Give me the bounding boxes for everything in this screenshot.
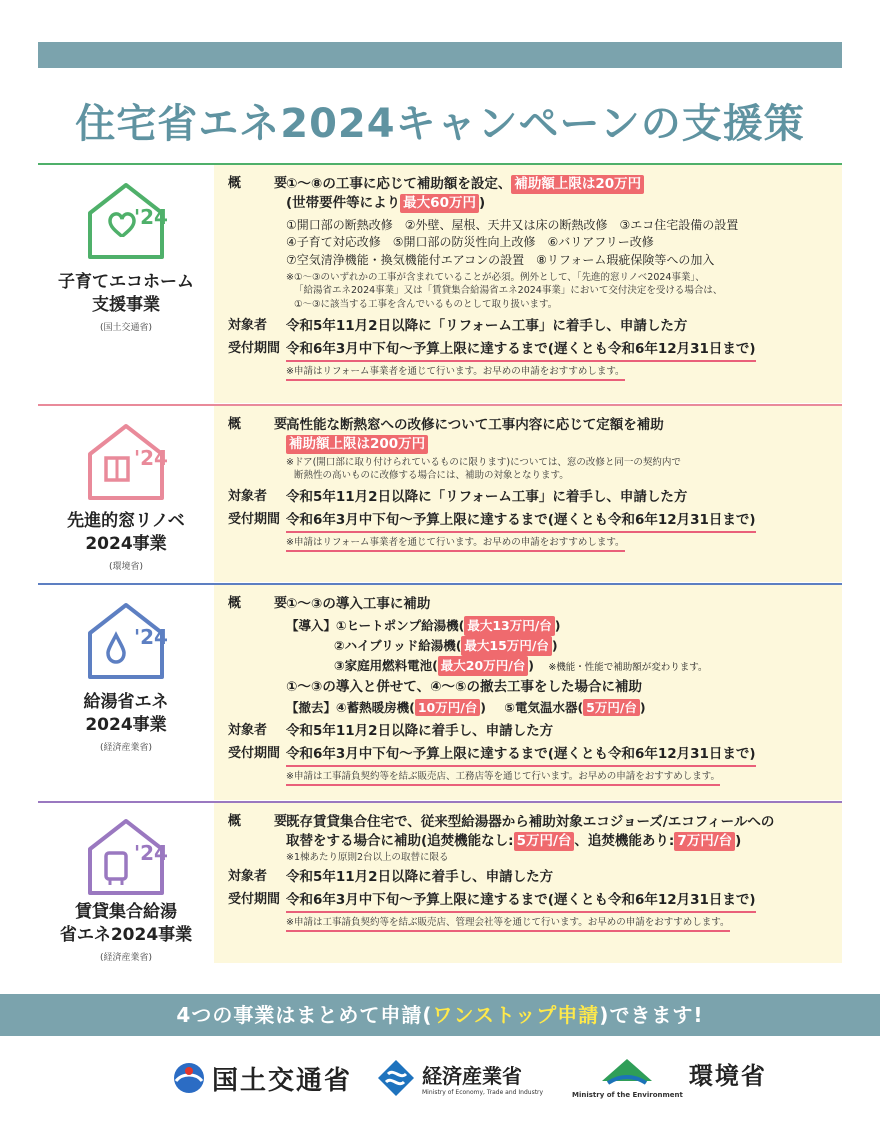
note-line: ※1棟あたり原則2台以上の取替に限る: [286, 851, 449, 863]
mlit-logo: [172, 1048, 352, 1108]
env-name: 環境省: [688, 1061, 767, 1090]
heart-house-icon: [78, 175, 174, 263]
label-period: 受付期間: [228, 746, 281, 762]
target-text: 令和5年11月2日以降に着手し、申請した方: [286, 723, 554, 740]
overview-text: 高性能な断熱窓への改修について工事内容に応じて定額を補助 補助額上限は200万円: [286, 417, 664, 452]
section-label: [38, 406, 214, 582]
meti-logo: [376, 1048, 543, 1108]
label-overview: 概 要: [228, 814, 298, 829]
section-details: [214, 803, 842, 963]
page-title: 住宅省エネ2024キャンペーンの支援策: [75, 101, 805, 147]
section-label: [38, 803, 214, 963]
overview-text: ①〜⑧の工事に応じて補助額を設定、 補助額上限は20万円 (世帯要件等により 最大60万円 ): [286, 175, 834, 213]
ministry-label: (経済産業省): [99, 742, 153, 753]
one-stop-highlight: ワンストップ申請: [432, 1003, 600, 1027]
program-name: 賃貸集合給湯 省エネ2024事業: [59, 902, 193, 945]
program-name: 子育てエコホーム 支援事業: [58, 272, 194, 315]
label-target: 対象者: [228, 317, 268, 333]
icon-year-label: '24: [134, 205, 168, 229]
label-overview: 概 要: [228, 596, 298, 611]
top-decorative-bar: [38, 42, 842, 68]
section-label: [38, 165, 214, 403]
highlight-amount: 最大15万円/台: [461, 636, 551, 656]
icon-year-label: '24: [134, 625, 168, 649]
period-text: 令和6年3月中下旬〜予算上限に達するまで(遅くとも令和6年12月31日まで): [286, 511, 756, 533]
label-target: 対象者: [228, 489, 268, 505]
water-drop-house-icon: [78, 595, 174, 683]
highlight-amount: 10万円/台: [415, 699, 480, 717]
ministry-label: (環境省): [108, 561, 144, 572]
highlight-max-amount-60: 最大60万円: [400, 194, 479, 213]
label-period: 受付期間: [228, 512, 281, 528]
highlight-max-amount: 補助額上限は20万円: [511, 175, 644, 194]
note-line: ※①〜③のいずれかの工事が含まれていることが必須。例外として、「先進的窓リノベ2024事業」、: [286, 271, 705, 283]
note-line: ※機能・性能で補助額が変わります。: [548, 661, 708, 673]
env-logo: [572, 1048, 767, 1108]
period-text: 令和6年3月中下旬〜予算上限に達するまで(遅くとも令和6年12月31日まで): [286, 891, 756, 913]
highlight-amount: 最大20万円/台: [438, 656, 528, 676]
section-details: [214, 406, 842, 582]
install-list: 【導入】①ヒートポンプ給湯機( 最大13万円/台 ) ②ハイブリッド給湯機( 最大15万円/台 ) ③家庭用燃料電池( 最大20万円/台 ) ※機能・性能で補助額が変わります。: [286, 616, 834, 676]
period-text: 令和6年3月中下旬〜予算上限に達するまで(遅くとも令和6年12月31日まで): [286, 340, 756, 362]
env-english-name: Ministry of the Environment: [572, 1091, 683, 1099]
meti-english-name: Ministry of Economy, Trade and Industry: [422, 1089, 544, 1096]
icon-year-label: '24: [134, 841, 168, 865]
highlight-amount: 5万円/台: [583, 699, 640, 717]
removal-text: ①〜③の導入と併せて、④〜⑤の撤去工事をした場合に補助: [286, 678, 642, 695]
mlit-name: 国土交通省: [212, 1065, 353, 1096]
note-line: ※ドア(開口部に取り付けられているものに限ります)については、窓の改修と同一の契約内で: [286, 456, 681, 468]
program-name: 先進的窓リノベ 2024事業: [67, 511, 185, 554]
section-mado: [38, 404, 842, 582]
meti-emblem-icon: [376, 1058, 416, 1098]
ministry-label: (経済産業省): [99, 952, 153, 963]
work-items-line: ④子育て対応改修 ⑤開口部の防災性向上改修 ⑥バリアフリー改修: [286, 235, 654, 250]
note-line: ①〜③に該当する工事を含んでいるものとして取り扱います。: [294, 298, 558, 310]
section-label: [38, 585, 214, 800]
period-note: ※申請は工事請負契約等を結ぶ販売店、工務店等を通じて行います。お早めの申請をおすすめします。: [286, 770, 720, 786]
overview-text: 既存賃貸集合住宅で、従来型給湯器から補助対象エコジョーズ/エコフィールへの 取替をする場合に補助(追焚機能なし: 5万円/台 、追焚機能あり: 7万円/台 ): [286, 814, 775, 849]
section-details: [214, 165, 842, 403]
ministry-label: (国土交通省): [99, 322, 153, 333]
icon-year-label: '24: [134, 446, 168, 470]
label-overview: 概 要: [228, 417, 298, 432]
section-kosodate: [38, 163, 842, 403]
period-note: ※申請はリフォーム事業者を通じて行います。お早めの申請をおすすめします。: [286, 536, 625, 552]
removal-list: 【撤去】④蓄熱暖房機( 10万円/台 ) ⑤電気温水器( 5万円/台 ): [286, 699, 646, 715]
work-items-line: ⑦空気清浄機能・換気機能付エアコンの設置 ⑧リフォーム瑕疵保険等への加入: [286, 252, 715, 267]
highlight-amount: 7万円/台: [674, 832, 735, 851]
target-text: 令和5年11月2日以降に「リフォーム工事」に着手し、申請した方: [286, 489, 688, 506]
env-emblem-icon: [598, 1057, 656, 1087]
label-overview: 概 要: [228, 176, 298, 191]
period-note: ※申請は工事請負契約等を結ぶ販売店、管理会社等を通じて行います。お早めの申請をおすすめします。: [286, 916, 730, 932]
section-chintai: [38, 801, 842, 963]
ministry-logos: [0, 1048, 880, 1108]
work-items-line: ①開口部の断熱改修 ②外壁、屋根、天井又は床の断熱改修 ③エコ住宅設備の設置: [286, 217, 739, 232]
window-house-icon: [78, 416, 174, 504]
note-line: 「給湯省エネ2024事業」又は「賃貸集合給湯省エネ2024事業」において交付決定を受ける場合は、: [294, 285, 723, 297]
period-text: 令和6年3月中下旬〜予算上限に達するまで(遅くとも令和6年12月31日まで): [286, 745, 756, 767]
highlight-amount: 5万円/台: [514, 832, 575, 851]
target-text: 令和5年11月2日以降に「リフォーム工事」に着手し、申請した方: [286, 317, 688, 334]
program-name: 給湯省エネ 2024事業: [83, 692, 169, 735]
period-note: ※申請はリフォーム事業者を通じて行います。お早めの申請をおすすめします。: [286, 365, 625, 381]
label-period: 受付期間: [228, 891, 281, 907]
mlit-emblem-icon: [172, 1061, 206, 1095]
target-text: 令和5年11月2日以降に着手し、申請した方: [286, 869, 554, 886]
highlight-amount: 最大13万円/台: [464, 616, 554, 636]
section-kyuto: [38, 583, 842, 800]
label-target: 対象者: [228, 723, 268, 739]
one-stop-banner: 4つの事業はまとめて申請(ワンストップ申請)できます!: [0, 994, 880, 1036]
label-target: 対象者: [228, 869, 268, 885]
highlight-max-amount: 補助額上限は200万円: [286, 435, 428, 454]
boiler-house-icon: [78, 813, 174, 897]
label-period: 受付期間: [228, 340, 281, 356]
section-details: [214, 585, 842, 800]
overview-text: ①〜③の導入工事に補助: [286, 596, 431, 612]
note-line: 断熱性の高いものに改修する場合には、補助の対象となります。: [294, 470, 569, 482]
meti-name: 経済産業省: [422, 1064, 522, 1088]
